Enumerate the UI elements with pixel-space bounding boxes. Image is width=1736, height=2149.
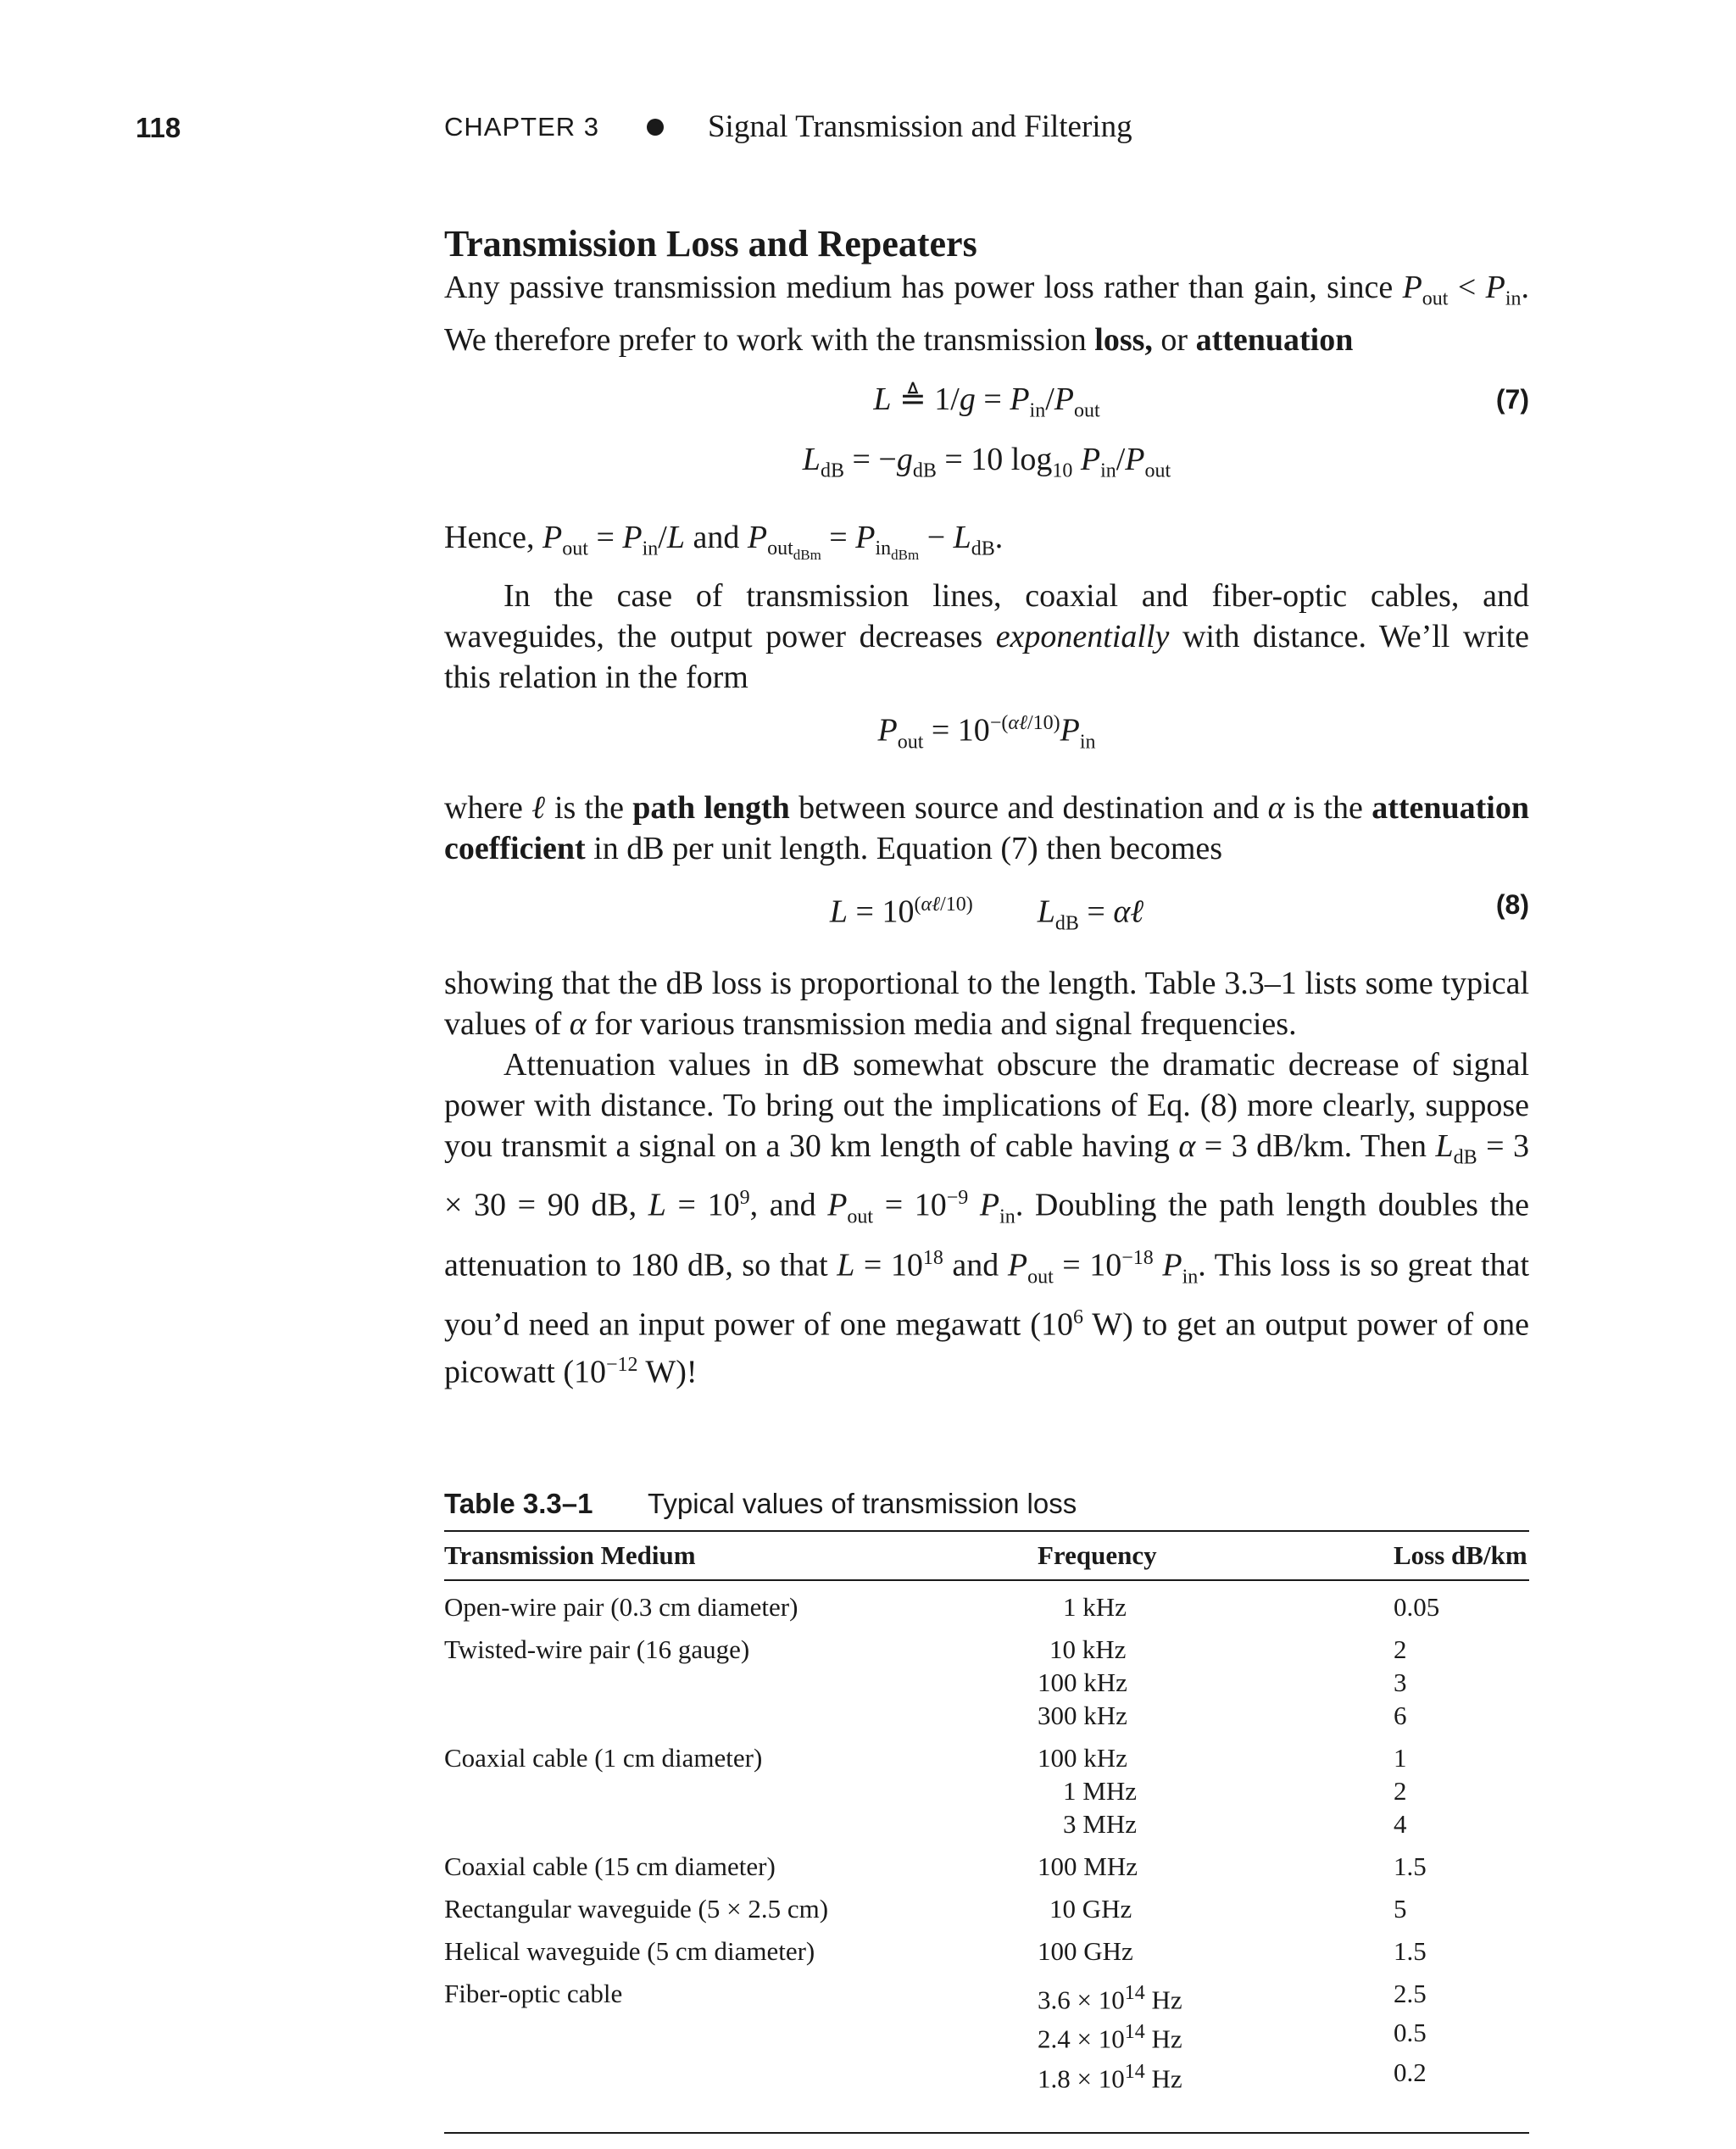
cell-frequency: 100 kHz <box>1038 1667 1127 1698</box>
paragraph-example: Attenuation values in dB somewhat obscure the dramatic decrease of signal power with distance. To bring out the implications of Eq. (8) more clearly, suppose you transmit a signal on a 30 km length of cable having α = 3 dB/km. Then $L_{dB} = 3 \times 30 = 90$ dB, $L = 10^9$, and $P_{out} = 10^{-9}$ $P_{in}$. Doubling the path length doubles the attenuation to 180 dB, so that $L = 10^{18}$ and $P_{out} = 10^{-18}$ $P_{in}$. This loss is so great that you’d need an input power of one megawatt ($10^6$ W) to get an output power of one picowatt ($10^{-12}$ W)! <box>444 1046 1530 1391</box>
table-row <box>444 2016 1529 2055</box>
chapter-label: CHAPTER 3 <box>444 111 599 142</box>
equation-7-line-1: L ≜ $1/g = P_{in}/P_{out}$ (7) <box>444 377 1529 433</box>
table-row <box>444 1580 1529 1623</box>
cell-frequency: 1 MHz <box>1063 1776 1137 1807</box>
table-caption-text: Typical values of transmission loss <box>648 1488 1077 1520</box>
cell-loss: 5 <box>1394 1894 1407 1924</box>
table-row <box>444 1666 1529 1699</box>
cell-medium <box>444 2016 1038 2055</box>
cell-frequency: 10 kHz <box>1049 1634 1127 1665</box>
cell-medium: Twisted-wire pair (16 gauge) <box>444 1634 750 1665</box>
page-number: 118 <box>136 112 181 143</box>
table-label: Table 3.3–1 <box>444 1488 593 1520</box>
cell-medium: Coaxial cable (15 cm diameter) <box>444 1851 776 1882</box>
cell-loss: 4 <box>1394 1809 1407 1840</box>
equation-exponential: $P_{out} = 10^{-(\alpha\ell/10)}P_{in}$ <box>877 712 1096 754</box>
cell-medium <box>444 2056 1038 2133</box>
cell-loss: 1.5 <box>1394 1936 1427 1967</box>
table-row <box>444 1699 1529 1732</box>
cell-loss: 1.5 <box>1394 1851 1427 1882</box>
transmission-loss-table <box>444 1530 1529 2134</box>
cell-frequency: $1.8 \times 10^{14}$ Hz <box>1038 2056 1394 2133</box>
cell-loss: 2 <box>1394 1634 1407 1665</box>
table-row <box>444 1732 1529 1774</box>
cell-loss: 0.05 <box>1394 1592 1440 1623</box>
cell-loss: 2 <box>1394 1776 1407 1807</box>
equation-7-line-2: $L_{dB} = -g_{dB} = 10$ $\log_{10} P_{in}/P_{out}$ <box>802 442 1171 482</box>
table-row <box>444 1774 1529 1807</box>
cell-loss: 2.5 <box>1394 1979 1427 2009</box>
bullet-separator <box>647 119 664 136</box>
cell-loss: 3 <box>1394 1667 1407 1698</box>
main-content <box>444 222 1529 2134</box>
table-row <box>444 1807 1529 1840</box>
section-title: Transmission Loss and Repeaters <box>444 223 977 264</box>
running-head <box>444 109 1132 145</box>
cell-frequency: 1 kHz <box>1063 1592 1127 1623</box>
paragraph-hence: Hence, $P_{out} = P_{in}/L$ and $P_{out_{dBm}} = P_{in_{dBm}} - L_{dB}$. <box>444 519 1004 564</box>
table-row <box>444 2056 1529 2133</box>
equation-8-number: (8) <box>1495 889 1529 921</box>
table-row <box>444 1883 1529 1925</box>
chapter-title: Signal Transmission and Filtering <box>707 109 1132 144</box>
cell-medium <box>444 1666 1038 1699</box>
cell-frequency: $2.4 \times 10^{14}$ Hz <box>1038 2021 1182 2054</box>
table-row <box>444 1623 1529 1666</box>
cell-loss: 1 <box>1394 1743 1407 1773</box>
table-row <box>444 1840 1529 1883</box>
cell-frequency: 100 GHz <box>1038 1936 1133 1967</box>
cell-medium <box>444 1774 1038 1807</box>
cell-frequency: 3 MHz <box>1063 1809 1137 1840</box>
cell-frequency: $3.6 \times 10^{14}$ Hz <box>1038 1982 1182 2015</box>
cell-loss: 6 <box>1394 1701 1407 1731</box>
table-row <box>444 1968 1529 2016</box>
paragraph-path-length: where ℓ is the path length between source and destination and α is the attenuation coefficient in dB per unit length. Equation (7) then becomes <box>444 790 1529 867</box>
equation-7-number: (7) <box>1495 383 1529 415</box>
cell-medium: Rectangular waveguide (5 × 2.5 cm) <box>444 1894 829 1924</box>
table-caption <box>444 1488 1529 1520</box>
equation-8: $L = 10^{(\alpha\ell/10)}$ $L_{dB}$ = αℓ (8) <box>444 882 1529 945</box>
cell-frequency: 100 MHz <box>1038 1851 1138 1882</box>
header-loss: Loss dB/km <box>1394 1531 1529 1580</box>
header-frequency: Frequency <box>1038 1531 1394 1580</box>
cell-medium <box>444 1699 1038 1732</box>
table-row <box>444 1925 1529 1968</box>
paragraph-intro: Any passive transmission medium has power loss rather than gain, since $P_{out} < P_{in}$. We therefore prefer to work with the transmission loss, or attenuation <box>444 270 1529 358</box>
cell-medium: Coaxial cable (1 cm diameter) <box>444 1743 763 1773</box>
paragraph-exponential: In the case of transmission lines, coaxial and fiber-optic cables, and waveguides, the output power decreases exponentially with distance. We’ll write this relation in the form <box>444 578 1529 696</box>
cell-frequency: 100 kHz <box>1038 1743 1127 1773</box>
cell-medium: Helical waveguide (5 cm diameter) <box>444 1936 815 1967</box>
cell-frequency: 300 kHz <box>1038 1701 1127 1731</box>
cell-medium <box>444 1807 1038 1840</box>
cell-medium: Fiber-optic cable <box>444 1979 623 2009</box>
paragraph-proportional: showing that the dB loss is proportional to the length. Table 3.3–1 lists some typical values of α for various transmission media and signal frequencies. <box>444 965 1529 1042</box>
cell-loss: 0.5 <box>1394 2018 1427 2048</box>
cell-medium: Open-wire pair (0.3 cm diameter) <box>444 1592 798 1623</box>
cell-loss: 0.2 <box>1394 2056 1529 2133</box>
header-medium: Transmission Medium <box>444 1531 1038 1580</box>
cell-frequency: 10 GHz <box>1049 1894 1132 1924</box>
